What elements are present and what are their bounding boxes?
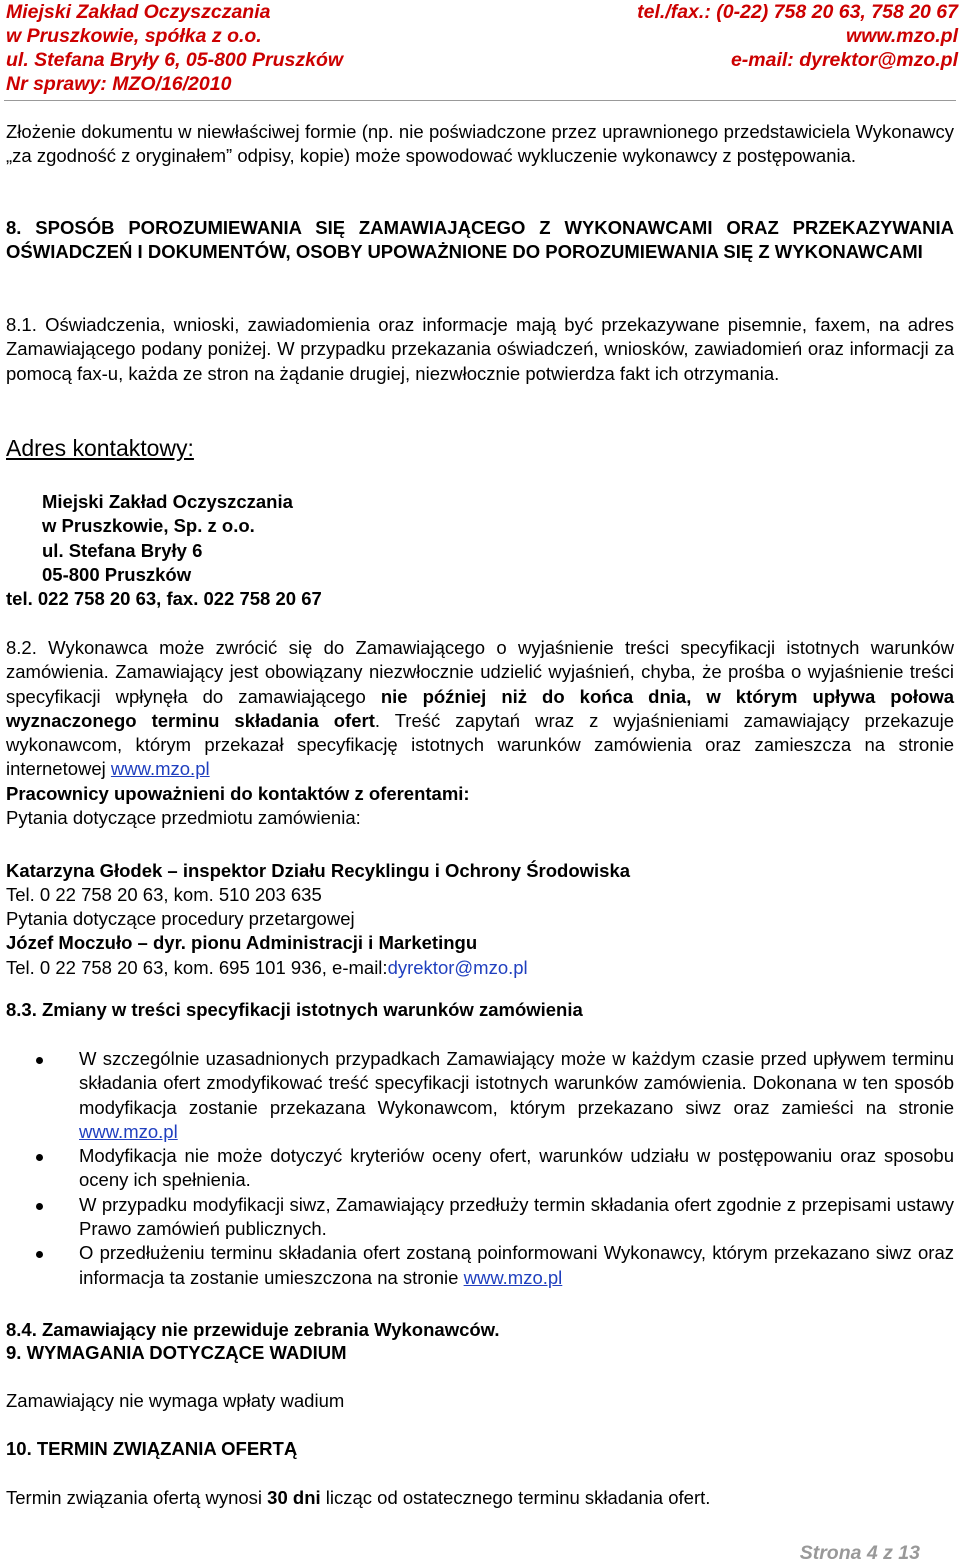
section-10-heading: 10. TERMIN ZWIĄZANIA OFERTĄ	[6, 1438, 298, 1459]
list-item	[6, 1047, 954, 1144]
letterhead	[6, 0, 958, 96]
contact-address	[6, 490, 954, 611]
changes-list	[6, 1047, 954, 1290]
email-link[interactable]: dyrektor@mzo.pl	[387, 956, 528, 978]
bullet-icon	[36, 1057, 43, 1064]
section-10-text-a: Termin związania ofertą wynosi	[6, 1487, 263, 1508]
address-line: 05-800 Pruszków	[42, 563, 192, 585]
org-address: ul. Stefana Bryły 6, 05-800 Pruszków	[6, 49, 344, 71]
section-9-text: Zamawiający nie wymaga wpłaty wadium	[6, 1390, 345, 1411]
contact-person-2-phone	[6, 956, 954, 980]
contact-phone: tel. 022 758 20 63, fax. 022 758 20 67	[6, 588, 322, 610]
org-email[interactable]: e-mail: dyrektor@mzo.pl	[730, 49, 958, 71]
section-10-text-b: licząc od ostatecznego terminu składania ofert.	[325, 1487, 711, 1508]
contact-person-1-phone: Tel. 0 22 758 20 63, kom. 510 203 635	[6, 883, 322, 905]
address-line: ul. Stefana Bryły 6	[42, 539, 203, 561]
binding-period: 30 dni	[267, 1487, 321, 1508]
paragraph-8-2	[6, 636, 954, 782]
section-10-text	[6, 1486, 954, 1510]
address-line: Miejski Zakład Oczyszczania	[42, 491, 293, 512]
list-item-text: W przypadku modyfikacji siwz, Zamawiający przedłuży termin składania ofert zgodnie z przepisami ustawy Prawo zamówień publicznych.	[79, 1193, 954, 1240]
list-item	[6, 1193, 954, 1242]
case-number: Nr sprawy: MZO/16/2010	[6, 73, 232, 95]
org-name: Miejski Zakład Oczyszczania	[6, 1, 271, 23]
procedure-questions-label: Pytania dotyczące procedury przetargowej	[6, 908, 355, 930]
website-link[interactable]: www.mzo.pl	[463, 1266, 563, 1288]
intro-paragraph: Złożenie dokumentu w niewłaściwej formie (np. nie poświadczone przez uprawnionego przedstawiciela Wykonawcy „za zgodność z oryginałem” odpisy, kopie) może spowodować wykluczenie wykonawcy z postępowania.	[6, 121, 954, 167]
website-link[interactable]: www.mzo.pl	[110, 758, 210, 780]
address-line: w Pruszkowie, Sp. z o.o.	[42, 515, 255, 537]
section-8-3-heading: 8.3. Zmiany w treści specyfikacji istotnych warunków zamówienia	[6, 999, 583, 1020]
contact-person-2-phone-text: Tel. 0 22 758 20 63, kom. 695 101 936, e-mail:	[6, 956, 388, 978]
list-item-text: O przedłużeniu terminu składania ofert zostaną poinformowani Wykonawcy, którym przekazano siwz oraz informacja ta zostanie umieszczona na stronie	[79, 1242, 954, 1288]
bullet-icon	[36, 1154, 43, 1161]
contact-person-1: Katarzyna Głodek – inspektor Działu Recyklingu i Ochrony Środowiska	[6, 859, 631, 881]
paragraph-8-1: 8.1. Oświadczenia, wnioski, zawiadomienia oraz informacje mają być przekazywane pisemnie, faxem, na adres Zamawiającego podany poniżej. W przypadku przekazania oświadczeń, wniosków, zawiadomień oraz informacji za pomocą fax-u, każda ze stron na żądanie drugiej, niezwłocznie potwierdza fakt ich otrzymania.	[6, 314, 954, 384]
website-link[interactable]: www.mzo.pl	[79, 1120, 178, 1142]
header-divider	[4, 100, 956, 101]
list-item-text: Modyfikacja nie może dotyczyć kryteriów oceny ofert, warunków udziału w postępowaniu oraz sposobu oceny ich spełnienia.	[79, 1145, 954, 1191]
deadline-emphasis: nie później niż do końca dnia, w którym upływa połowa wyznaczonego terminu składania ofert	[6, 685, 954, 731]
bullet-icon	[36, 1203, 43, 1210]
list-item-text: W szczególnie uzasadnionych przypadkach Zamawiający może w każdym czasie przed upływem terminu składania ofert zmodyfikować treść specyfikacji istotnych warunków zamówienia. Dokonana w ten sposób modyfikacja zostanie przekazana Wykonawcom, którym przekazano siwz oraz zamieści na stronie	[79, 1048, 954, 1118]
org-website[interactable]: www.mzo.pl	[846, 25, 958, 47]
page-number: Strona 4 z 13	[799, 1542, 920, 1563]
contact-heading: Adres kontaktowy:	[6, 435, 194, 461]
contact-person-2: Józef Moczuło – dyr. pionu Administracji i Marketingu	[6, 932, 478, 954]
org-name-line2: w Pruszkowie, spółka z o.o.	[6, 25, 262, 47]
staff-contacts	[6, 782, 954, 980]
bullet-icon	[36, 1251, 43, 1258]
org-phone: tel./fax.: (0-22) 758 20 63, 758 20 67	[637, 1, 958, 23]
staff-heading: Pracownicy upoważnieni do kontaktów z oferentami:	[6, 783, 470, 804]
paragraph-8-2-text: 8.2. Wykonawca może zwrócić się do Zamawiającego o wyjaśnienie treści specyfikacji istotnych warunków zamówienia. Zamawiający jest obowiązany niezwłocznie udzielić wyjaśnień, chyba, że prośba o wyjaśnienie treści specyfikacji wpłynęła do zamawiającego	[6, 637, 954, 707]
section-8-4: 8.4. Zamawiający nie przewiduje zebrania Wykonawców.	[6, 1319, 500, 1340]
subject-questions-label: Pytania dotyczące przedmiotu zamówienia:	[6, 807, 361, 829]
paragraph-8-2-text-cont: . Treść zapytań wraz z wyjaśnieniami zamawiający przekazuje wykonawcom, którym przekazał specyfikację istotnych warunków zamówienia oraz zamieszcza na stronie internetowej	[6, 709, 954, 780]
list-item	[6, 1144, 954, 1193]
list-item	[6, 1241, 954, 1290]
section-8-heading: 8. SPOSÓB POROZUMIEWANIA SIĘ ZAMAWIAJĄCEGO Z WYKONAWCAMI ORAZ PRZEKAZYWANIA OŚWIADCZEŃ I DOKUMENTÓW, OSOBY UPOWAŻNIONE DO POROZUMIEWANIA SIĘ Z WYKONAWCAMI	[6, 217, 954, 263]
section-9-heading: 9. WYMAGANIA DOTYCZĄCE WADIUM	[6, 1342, 347, 1363]
